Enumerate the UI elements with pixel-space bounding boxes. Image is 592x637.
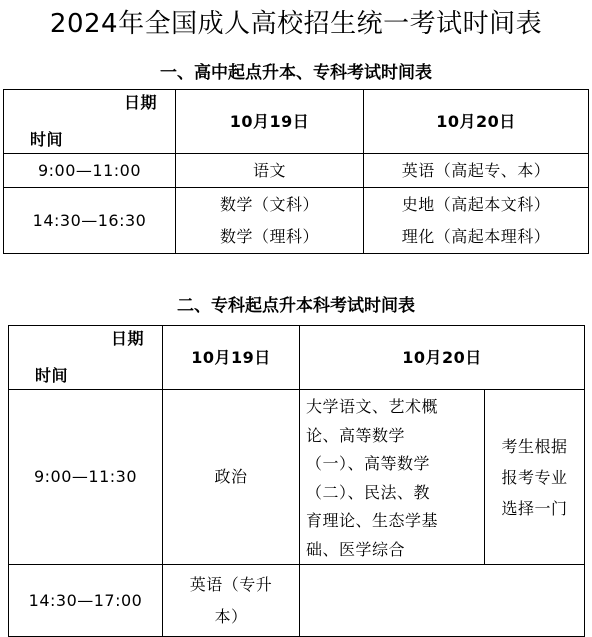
header-day1: 10月19日	[176, 90, 364, 154]
schedule-table-1	[3, 89, 589, 254]
subject-line: 育理论、生态学基	[306, 511, 439, 530]
table-header-row	[4, 90, 589, 154]
subject-cell	[364, 188, 589, 254]
subject-line: 数学（文科）	[219, 194, 319, 214]
note-line: 选择一门	[501, 498, 568, 518]
subject-line: 础、医学综合	[306, 539, 406, 559]
header-corner-cell	[9, 326, 163, 390]
subject-line: 论、高等数学	[306, 425, 406, 445]
subject-cell	[163, 565, 300, 637]
subject-cell	[364, 154, 589, 188]
note-cell	[485, 390, 585, 565]
subject-list-cell	[300, 390, 485, 565]
subject-line: （二）、民法、教	[306, 482, 431, 502]
subject-line: 理化（高起本理科）	[401, 226, 551, 246]
subject-cell: 政治	[163, 390, 300, 565]
subject-line: 史地（高起本文科）	[401, 194, 551, 214]
page-title: 2024年全国成人高校招生统一考试时间表	[49, 9, 543, 39]
note-line: 考生根据	[501, 436, 568, 456]
time-cell: 14:30—16:30	[4, 188, 176, 254]
table-row	[9, 390, 585, 565]
empty-cell	[300, 565, 585, 637]
note-line: 报考专业	[501, 467, 568, 487]
subject-line: 语文	[252, 160, 286, 180]
header-time-label: 时间	[30, 130, 64, 149]
subject-line: 数学（理科）	[219, 226, 319, 246]
table2-title: 二、专科起点升本科考试时间表	[177, 296, 415, 316]
header-time-label: 时间	[35, 366, 69, 385]
subject-line: 本）	[214, 606, 248, 626]
header-day1: 10月19日	[163, 326, 300, 390]
header-corner-cell	[4, 90, 176, 154]
header-day2: 10月20日	[300, 326, 585, 390]
time-cell: 14:30—17:00	[9, 565, 163, 637]
table-row	[4, 154, 589, 188]
table-row	[9, 565, 585, 637]
subject-cell	[176, 188, 364, 254]
header-day2: 10月20日	[364, 90, 589, 154]
table-header-row	[9, 326, 585, 390]
header-date-label: 日期	[123, 93, 157, 112]
header-date-label: 日期	[110, 329, 144, 348]
table1-title: 一、高中起点升本、专科考试时间表	[160, 63, 432, 83]
subject-line: 英语（高起专、本）	[401, 160, 551, 180]
time-cell: 9:00—11:00	[4, 154, 176, 188]
time-cell: 9:00—11:30	[9, 390, 163, 565]
subject-cell	[176, 154, 364, 188]
subject-line: 大学语文、艺术概	[306, 397, 439, 416]
subject-line: （一）、高等数学	[306, 454, 431, 473]
subject-line: 英语（专升	[189, 574, 273, 594]
schedule-table-2	[8, 325, 585, 637]
table-row	[4, 188, 589, 254]
